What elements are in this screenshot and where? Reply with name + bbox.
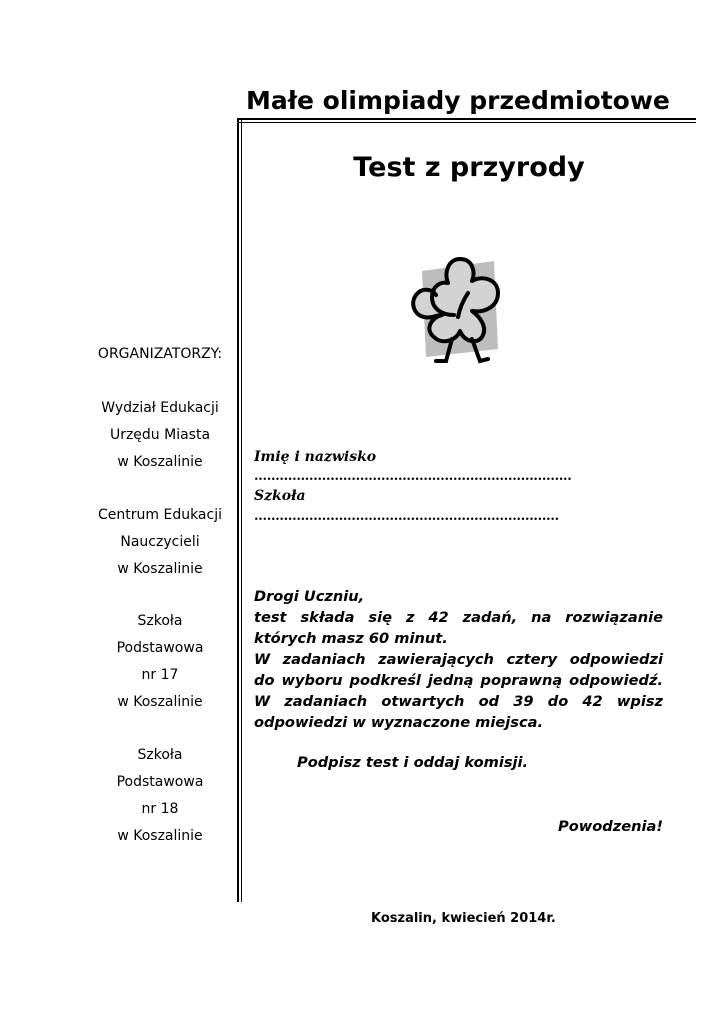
organizer-line: w Koszalinie bbox=[117, 828, 203, 844]
organizer-line: Szkoła bbox=[137, 613, 183, 629]
organizer-line: nr 18 bbox=[141, 801, 179, 817]
instruction-line: których masz 60 minut. bbox=[254, 630, 448, 647]
name-field[interactable]: …………………………………………………………….….. bbox=[254, 469, 572, 484]
greeting: Drogi Uczniu, bbox=[254, 588, 365, 605]
organizer-line: Urzędu Miasta bbox=[109, 427, 211, 443]
instructions-block bbox=[254, 586, 663, 733]
good-luck-text: Powodzenia! bbox=[558, 818, 663, 835]
organizer-line: Nauczycieli bbox=[120, 534, 200, 550]
instruction-line: W zadaniach otwartych od 39 do 42 wpisz bbox=[254, 693, 663, 710]
organizers-heading-block bbox=[90, 341, 230, 368]
school-field[interactable]: ……………………………………………………………… bbox=[254, 509, 559, 524]
document-title: Małe olimpiady przedmiotowe bbox=[246, 86, 670, 115]
instruction-line: test składa się z 42 zadań, na rozwiązanie bbox=[254, 609, 663, 626]
sign-instruction: Podpisz test i oddaj komisji. bbox=[297, 754, 529, 771]
organizers-heading: ORGANIZATORZY: bbox=[97, 346, 223, 362]
organizer-line: Podstawowa bbox=[116, 774, 204, 790]
sidebar-rule bbox=[237, 118, 242, 902]
organizer-sp17 bbox=[90, 608, 230, 716]
title-rule bbox=[237, 118, 696, 123]
place-date-footer: Koszalin, kwiecień 2014r. bbox=[371, 911, 556, 926]
organizer-line: Wydział Edukacji bbox=[101, 400, 219, 416]
organizer-cen bbox=[90, 502, 230, 583]
organizer-line: Podstawowa bbox=[116, 640, 204, 656]
clover-mascot-icon bbox=[402, 253, 514, 373]
instruction-line: odpowiedzi w wyznaczone miejsca. bbox=[254, 714, 544, 731]
name-label: Imię i nazwisko bbox=[254, 449, 377, 465]
organizer-line: w Koszalinie bbox=[117, 454, 203, 470]
instruction-line: do wyboru podkreśl jedną poprawną odpowiedź. bbox=[254, 672, 663, 689]
school-label: Szkoła bbox=[254, 488, 306, 504]
organizer-line: w Koszalinie bbox=[117, 694, 203, 710]
organizer-line: Centrum Edukacji bbox=[98, 507, 222, 523]
organizer-line: Szkoła bbox=[137, 747, 183, 763]
organizer-sp18 bbox=[90, 742, 230, 850]
organizer-wydzial-edukacji bbox=[90, 395, 230, 476]
instruction-line: W zadaniach zawierających cztery odpowiedzi bbox=[254, 651, 663, 668]
organizer-line: w Koszalinie bbox=[117, 561, 203, 577]
organizer-line: nr 17 bbox=[141, 667, 179, 683]
test-subtitle: Test z przyrody bbox=[353, 152, 585, 183]
